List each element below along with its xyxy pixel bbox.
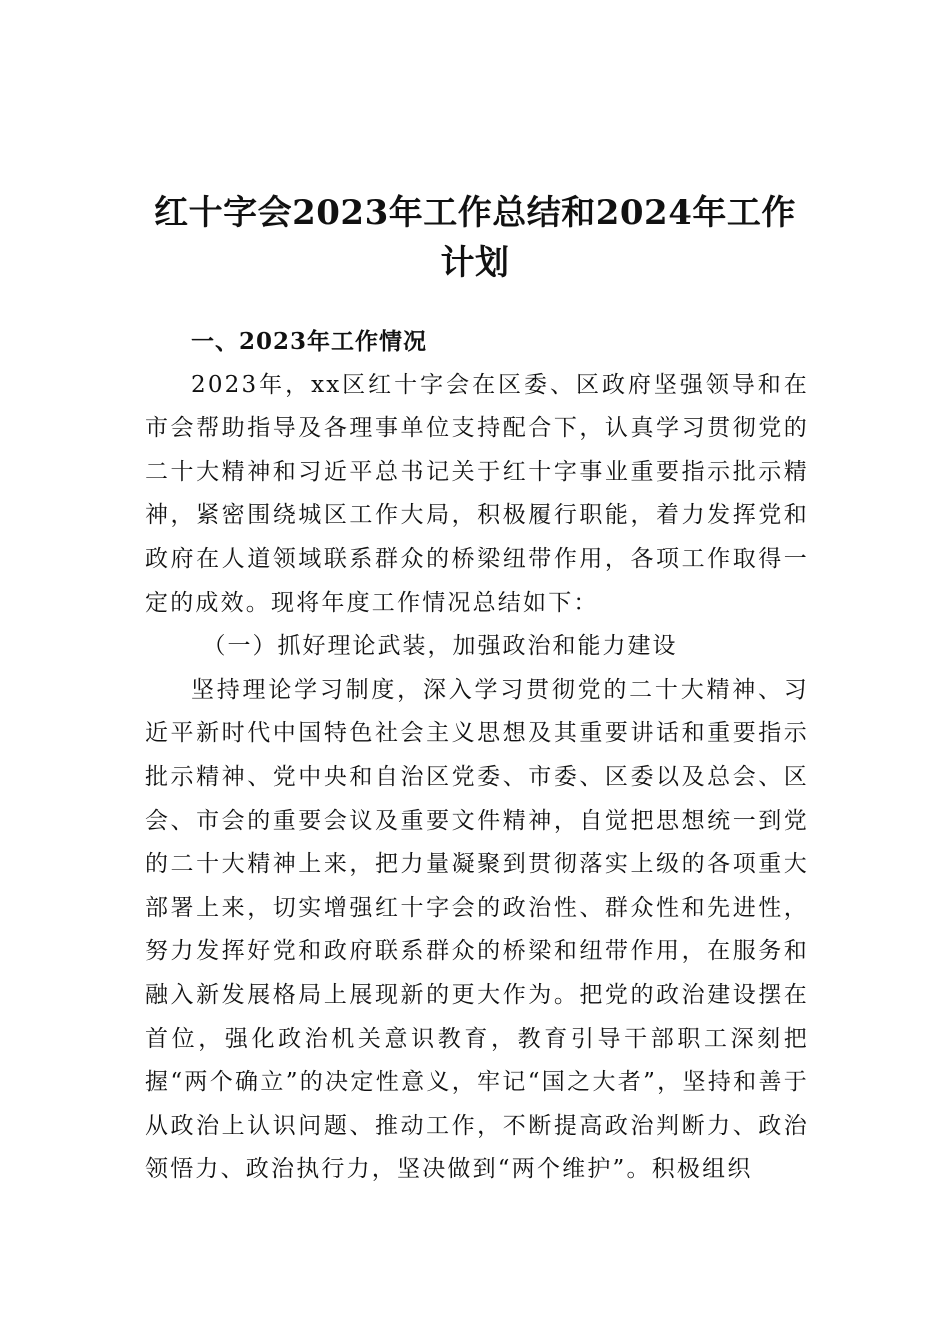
paragraph: 2023年，xx区红十字会在区委、区政府坚强领导和在市会帮助指导及各理事单位支持配合下，认真学习贯彻党的二十大精神和习近平总书记关于红十字事业重要指示批示精神，紧密围绕城区工作大局，积极履行职能，着力发挥党和政府在人道领域联系群众的桥梁纽带作用，各项工作取得一定的成效。现将年度工作情况总结如下： [145, 371, 809, 616]
section-heading: 一、2023年工作情况 [191, 328, 428, 355]
document-title: 红十字会2023年工作总结和2024年工作计划 [154, 192, 796, 283]
subheading: （一）抓好理论武装，加强政治和能力建设 [202, 633, 678, 660]
document-body [145, 320, 809, 1192]
paragraph: 坚持理论学习制度，深入学习贯彻党的二十大精神、习近平新时代中国特色社会主义思想及其重要讲话和重要指示批示精神、党中央和自治区党委、市委、区委以及总会、区会、市会的重要会议及重要文件精神，自觉把思想统一到党的二十大精神上来，把力量凝聚到贯彻落实上级的各项重大部署上来，切实增强红十字会的政治性、群众性和先进性，努力发挥好党和政府联系群众的桥梁和纽带作用，在服务和融入新发展格局上展现新的更大作为。把党的政治建设摆在首位，强化政治机关意识教育，教育引导干部职工深刻把握“两个确立”的决定性意义，牢记“国之大者”，坚持和善于从政治上认识问题、推动工作，不断提高政治判断力、政治领悟力、政治执行力，坚决做到“两个维护”。积极组织 [145, 676, 809, 1183]
